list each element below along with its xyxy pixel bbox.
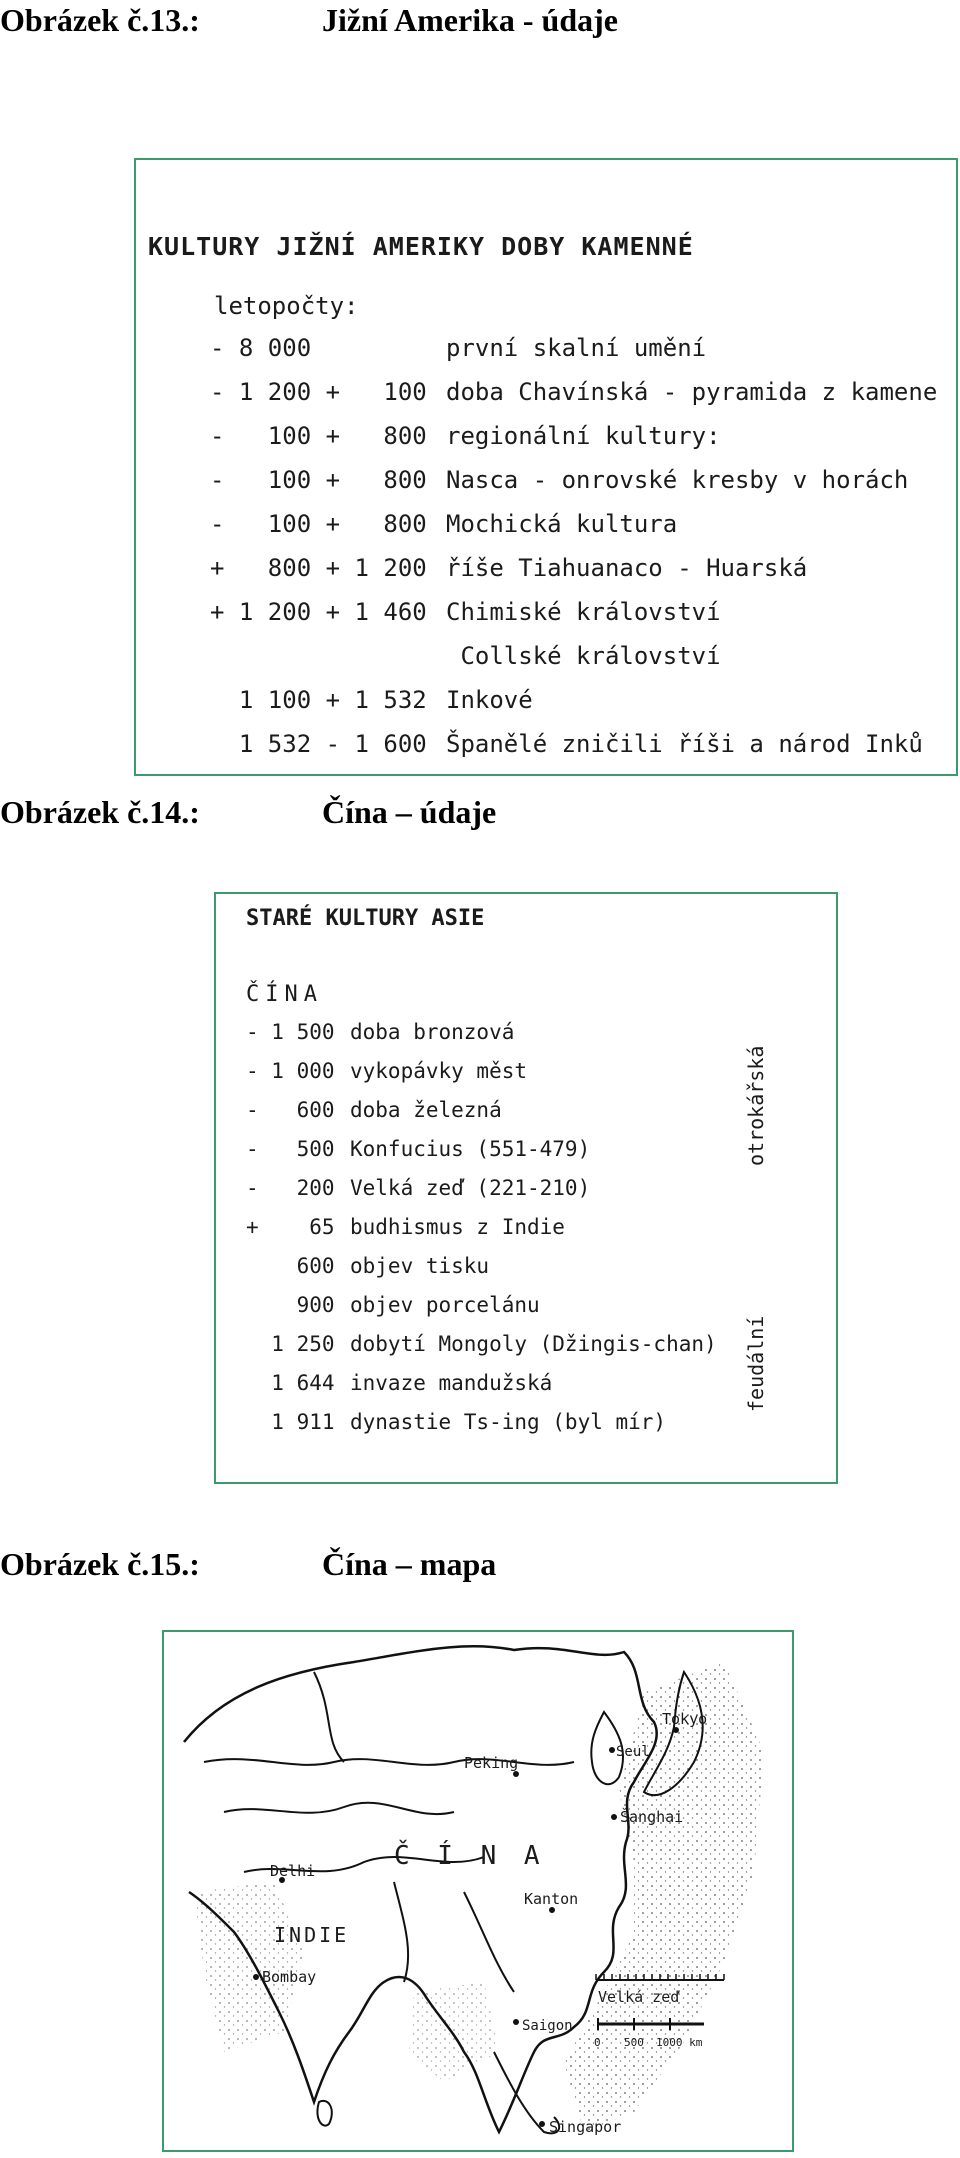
city-dot-singapore — [539, 2121, 545, 2127]
map-drawing — [164, 1632, 792, 2150]
row-dates: - 100 + 800 — [210, 466, 427, 494]
label-india: INDIE — [274, 1923, 350, 1947]
border-line — [224, 1803, 454, 1814]
row-text: Collské království — [446, 642, 721, 670]
row-text: regionální kultury: — [446, 422, 721, 450]
city-dot-bombay — [253, 1974, 259, 1980]
label-saigon: Saigon — [522, 2018, 573, 2034]
table-row — [216, 1254, 836, 1290]
row-dates: 1 250 — [246, 1332, 335, 1356]
label-singapore: Singapor — [549, 2118, 622, 2136]
row-dates: - 1 500 — [246, 1020, 335, 1044]
row-text: doba bronzová — [350, 1020, 515, 1044]
row-dates: - 500 — [246, 1137, 335, 1161]
table-subheading: letopočty: — [214, 292, 359, 320]
row-text: budhismus z Indie — [350, 1215, 565, 1239]
table-heading: STARÉ KULTURY ASIE — [246, 906, 485, 931]
row-text: invaze mandužská — [350, 1371, 553, 1395]
border-line — [394, 1882, 408, 1982]
legend-great-wall-label: Velká zeď — [598, 1988, 680, 2006]
table-row — [216, 1098, 836, 1134]
table-row — [216, 1059, 836, 1095]
label-canton: Kanton — [524, 1890, 579, 1908]
border-line — [314, 1672, 344, 1762]
row-text: doba Chavínská - pyramida z kamene — [446, 378, 938, 406]
city-dot-shanghai — [611, 1814, 617, 1820]
row-text: dynastie Ts-ing (byl mír) — [350, 1410, 667, 1434]
table-subheading: ČÍNA — [246, 982, 323, 1007]
table-row — [136, 378, 956, 418]
row-dates: 1 100 + 1 532 — [210, 686, 427, 714]
row-dates: 900 — [246, 1293, 335, 1317]
figure-number: Obrázek č.13.: — [0, 2, 200, 38]
figure-title: Jižní Amerika - údaje — [322, 2, 618, 38]
label-shanghai: Šanghai — [620, 1808, 684, 1826]
row-dates: - 100 + 800 — [210, 510, 427, 538]
row-text: Velká zeď (221-210) — [350, 1176, 591, 1200]
label-tokyo: Tokyo — [662, 1710, 708, 1728]
period-label-slave: otrokářská — [744, 1045, 768, 1166]
row-text: první skalní umění — [446, 334, 707, 362]
row-dates: - 600 — [246, 1098, 335, 1122]
period-label-feudal: feudální — [744, 1315, 768, 1412]
row-dates: + 65 — [246, 1215, 335, 1239]
table-row — [216, 1332, 836, 1368]
row-text: Chimiské království — [446, 598, 721, 626]
table-row — [216, 1215, 836, 1251]
row-dates: 1 911 — [246, 1410, 335, 1434]
row-dates: - 200 — [246, 1176, 335, 1200]
row-text: Konfucius (551-479) — [350, 1137, 591, 1161]
row-dates: + 1 200 + 1 460 — [210, 598, 427, 626]
scale-label-1000: 1000 km — [656, 2036, 703, 2049]
table-row — [136, 422, 956, 462]
table-row — [216, 1176, 836, 1212]
table-row — [136, 598, 956, 638]
figure-13-box — [134, 158, 958, 776]
table-row — [216, 1020, 836, 1056]
row-dates: + 800 + 1 200 — [210, 554, 427, 582]
figure-title: Čína – mapa — [322, 1546, 497, 1582]
row-text: doba železná — [350, 1098, 502, 1122]
scale-label-500: 500 — [624, 2036, 644, 2049]
city-dot-saigon — [513, 2019, 519, 2025]
table-row — [216, 1410, 836, 1446]
row-dates: - 1 200 + 100 — [210, 378, 427, 406]
sea-stipple-bay — [409, 1982, 499, 2082]
row-dates: - 100 + 800 — [210, 422, 427, 450]
figure-number: Obrázek č.15.: — [0, 1546, 200, 1582]
table-row — [136, 730, 956, 770]
row-dates: - 1 000 — [246, 1059, 335, 1083]
table-row — [136, 510, 956, 550]
label-delhi: Delhi — [270, 1862, 316, 1880]
table-row — [216, 1293, 836, 1329]
figure-title: Čína – údaje — [322, 794, 497, 830]
row-dates: 1 532 - 1 600 — [210, 730, 427, 758]
label-bombay: Bombay — [262, 1968, 317, 1986]
row-text: říše Tiahuanaco - Huarská — [446, 554, 808, 582]
row-text: Španělé zničili říši a národ Inků — [446, 730, 923, 758]
label-peking: Peking — [464, 1754, 519, 1772]
figure-14-box — [214, 892, 838, 1484]
row-text: objev tisku — [350, 1254, 490, 1278]
row-dates: 1 644 — [246, 1371, 335, 1395]
table-heading: KULTURY JIŽNÍ AMERIKY DOBY KAMENNÉ — [148, 232, 694, 261]
table-row — [136, 466, 956, 506]
table-row — [136, 686, 956, 726]
row-text: Inkové — [446, 686, 533, 714]
row-text: dobytí Mongoly (Džingis-chan) — [350, 1332, 717, 1356]
row-dates: 600 — [246, 1254, 335, 1278]
label-seoul: Seul — [616, 1744, 650, 1760]
figure-15-map — [162, 1630, 794, 2152]
figure-number: Obrázek č.14.: — [0, 794, 200, 830]
city-dot-seoul — [609, 1747, 615, 1753]
row-text: Nasca - onrovské kresby v horách — [446, 466, 909, 494]
border-line — [464, 1892, 514, 1992]
table-row — [216, 1137, 836, 1173]
table-row — [216, 1371, 836, 1407]
row-text: Mochická kultura — [446, 510, 678, 538]
table-row — [136, 642, 956, 682]
row-text: vykopávky měst — [350, 1059, 528, 1083]
table-row — [136, 334, 956, 374]
table-row — [136, 554, 956, 594]
sri-lanka — [317, 2101, 331, 2126]
row-dates: - 8 000 — [210, 334, 312, 362]
row-text: objev porcelánu — [350, 1293, 540, 1317]
sea-stipple-south — [194, 1882, 304, 2052]
scale-label-0: 0 — [594, 2036, 601, 2049]
border-line — [204, 1759, 574, 1765]
label-china: Č Í N A — [394, 1841, 546, 1871]
